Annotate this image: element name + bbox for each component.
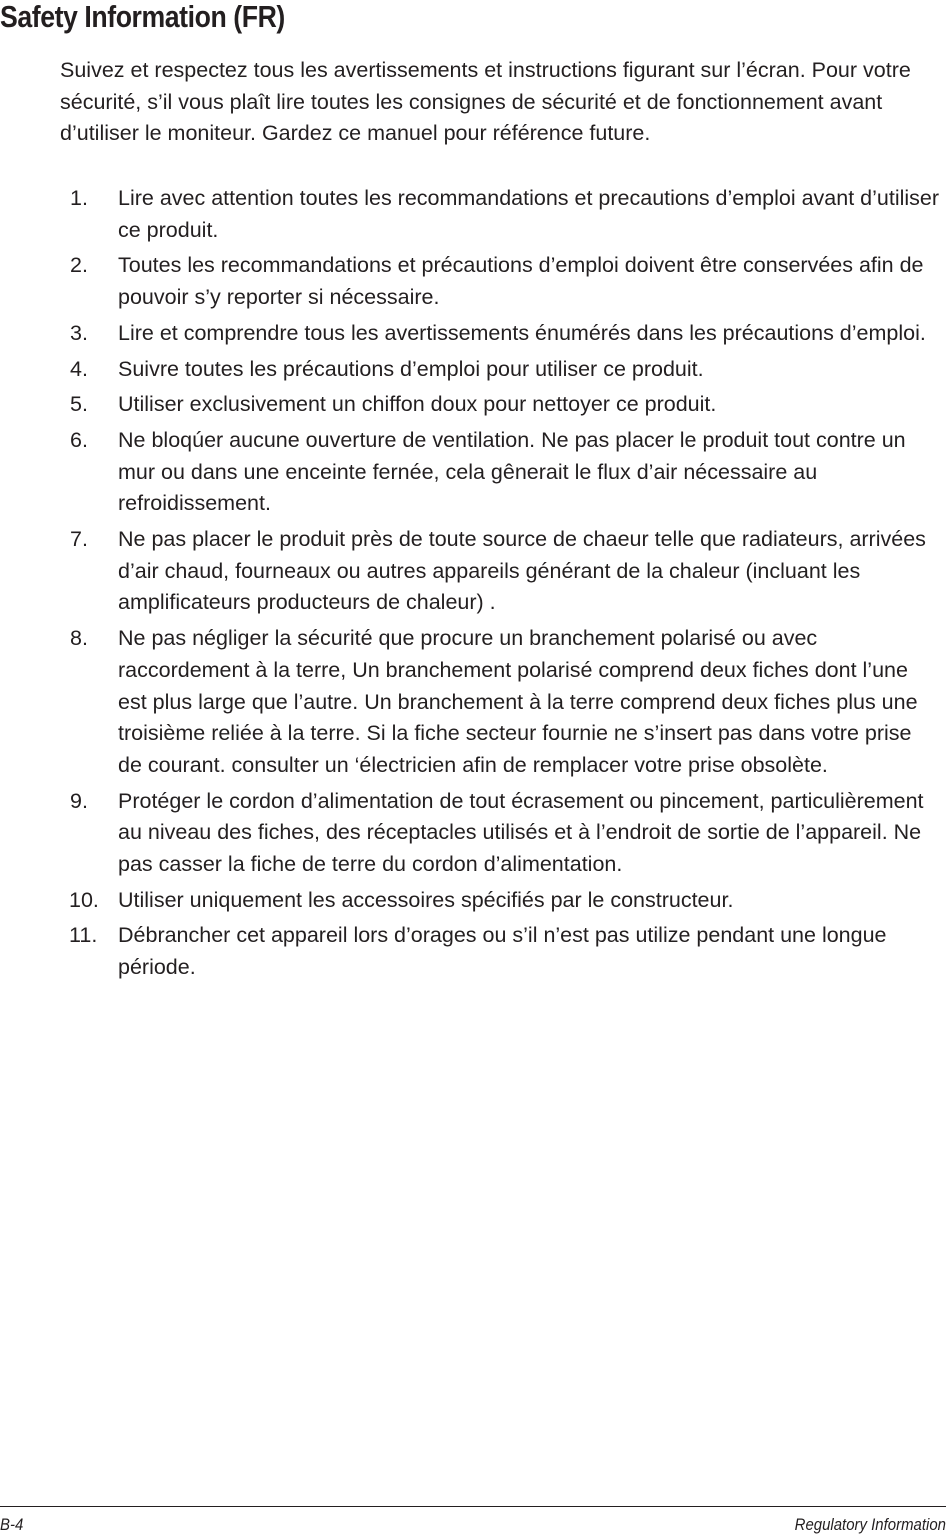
item-number: 1. xyxy=(70,186,88,210)
list-item xyxy=(60,623,940,782)
item-number: 6. xyxy=(70,427,88,452)
list-item xyxy=(60,183,940,246)
item-text: Ne pas placer le produit près de toute source de chaeur telle que radiateurs, arrivées d’air chaud, fourneaux ou autres appareils générant de la chaleur (incluant les amplificateurs producteurs de chaleur) . xyxy=(118,527,926,615)
item-number: 5. xyxy=(70,392,88,417)
item-text: Protéger le cordon d’alimentation de tout écrasement ou pincement, particulièrement au niveau des fiches, des réceptacles utilisés et à l’endroit de sortie de l’appareil. Ne pas casser la fiche de terre du cordon d’alimentation. xyxy=(118,788,924,877)
item-text: Débrancher cet appareil lors d’orages ou s’il n’est pas utilize pendant une longue période. xyxy=(118,923,887,980)
page-number: B-4 xyxy=(0,1515,24,1534)
intro-paragraph: Suivez et respectez tous les avertissements et instructions figurant sur l’écran. Pour votre sécurité, s’il vous plaît lire toutes les consignes de sécurité et de fonctionnement avant d’utiliser le moniteur. Gardez ce manuel pour référence future. xyxy=(60,58,911,146)
list-item xyxy=(60,250,940,313)
list-item xyxy=(60,318,940,350)
item-number: 7. xyxy=(70,527,88,552)
list-item xyxy=(60,354,940,386)
item-text: Lire et comprendre tous les avertissements énumérés dans les précautions d’emploi. xyxy=(118,320,926,345)
item-number: 8. xyxy=(70,626,88,651)
item-text: Toutes les recommandations et précautions d’emploi doivent être conservées afin de pouvoir s’y reporter si nécessaire. xyxy=(118,253,924,310)
item-number: 3. xyxy=(70,320,88,345)
list-item xyxy=(60,885,940,917)
item-text: Utiliser uniquement les accessoires spécifiés par le constructeur. xyxy=(118,887,734,912)
item-text: Lire avec attention toutes les recommandations et precautions d’emploi avant d’utiliser ce produit. xyxy=(118,186,940,242)
item-text: Suivre toutes les précautions d’emploi pour utiliser ce produit. xyxy=(118,356,704,381)
list-item xyxy=(60,786,940,881)
item-text: Ne pas négliger la sécurité que procure un branchement polarisé ou avec raccordement à la terre, Un branchement polarisé comprend deux fiches dont l’une est plus large que l’autre. Un branchement à la terre comprend deux fiches plus une troisième reliée à la terre. Si la fiche secteur fournie ne s’insert pas dans votre prise de courant. consulter un ‘électricien afin de remplacer votre prise obsolète. xyxy=(118,626,918,777)
item-number: 9. xyxy=(70,788,88,813)
item-number: 4. xyxy=(70,356,88,381)
item-text: Utiliser exclusivement un chiffon doux pour nettoyer ce produit. xyxy=(118,392,717,417)
section-name: Regulatory Information xyxy=(794,1515,946,1534)
list-item xyxy=(60,920,940,983)
list-item xyxy=(60,524,940,619)
footer-divider xyxy=(0,1506,946,1507)
item-number: 11. xyxy=(69,923,98,948)
page-title: Safety Information (FR) xyxy=(0,0,285,34)
list-item xyxy=(60,425,940,520)
item-number: 10. xyxy=(69,887,99,912)
safety-instructions-list xyxy=(60,183,940,988)
item-text: Ne bloqúer aucune ouverture de ventilation. Ne pas placer le produit tout contre un mur ou dans une enceinte fernée, cela gênerait le flux d’air nécessaire au refroidissement. xyxy=(118,427,906,516)
list-item xyxy=(60,389,940,421)
item-number: 2. xyxy=(70,253,88,278)
